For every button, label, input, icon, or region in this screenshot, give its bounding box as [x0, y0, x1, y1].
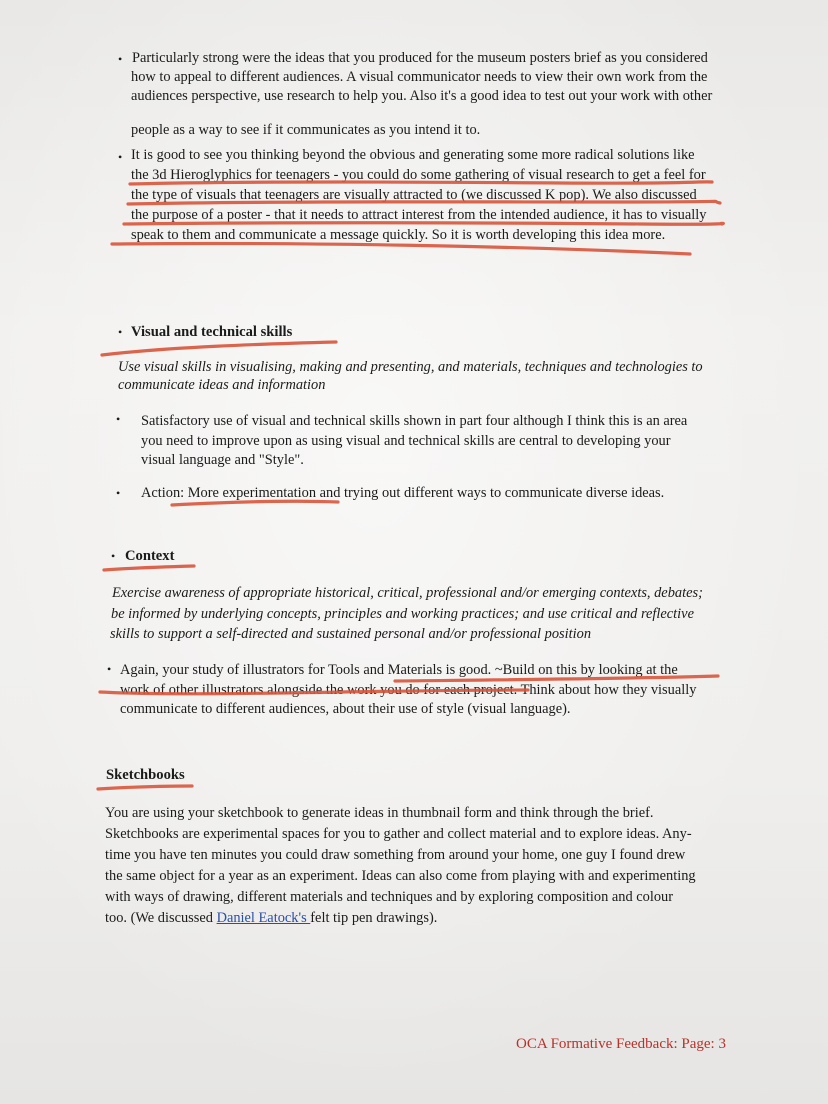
- paragraph-line-with-link: [105, 909, 437, 927]
- paragraph-line: the type of visuals that teenagers are visually attracted to (we discussed K pop). We also discussed: [131, 187, 697, 203]
- section-description-line: Use visual skills in visualising, making and presenting, and materials, techniques and technologies to: [118, 359, 703, 375]
- bullet-marker: •: [107, 662, 112, 676]
- paragraph-line: people as a way to see if it communicates as you intend it to.: [131, 122, 481, 138]
- underline-stroke: [98, 786, 192, 789]
- paragraph-line: the purpose of a poster - that it needs to attract interest from the intended audience, it has to visually: [131, 207, 707, 223]
- text-segment: felt tip pen drawings).: [310, 910, 438, 926]
- paragraph-line: speak to them and communicate a message quickly. So it is worth developing this idea more.: [131, 227, 666, 243]
- paragraph-line: Particularly strong were the ideas that you produced for the museum posters brief as you considered: [132, 50, 708, 66]
- bullet-marker: •: [118, 52, 123, 66]
- paragraph-line: with ways of drawing, different materials and techniques and by exploring composition and colour: [105, 889, 674, 905]
- paragraph-line: how to appeal to different audiences. A visual communicator needs to view their own work from the: [131, 69, 708, 85]
- section-description-line: be informed by underlying concepts, principles and working practices; and use critical and reflective: [111, 606, 694, 622]
- paragraph-line: Satisfactory use of visual and technical skills shown in part four although I think this is an area: [141, 413, 688, 429]
- paragraph-line: work of other illustrators alongside the work you do for each project. Think about how they visually: [120, 682, 697, 698]
- section-description-line: skills to support a self-directed and sustained personal and/or professional position: [110, 626, 592, 642]
- bullet-marker: •: [116, 412, 121, 426]
- text-segment: too. (We discussed: [105, 910, 217, 926]
- paragraph-line: It is good to see you thinking beyond the obvious and generating some more radical solutions like: [131, 147, 695, 163]
- section-description-line: Exercise awareness of appropriate historical, critical, professional and/or emerging contexts, debates;: [112, 585, 703, 601]
- paragraph-line: you need to improve upon as using visual and technical skills are central to developing your: [141, 433, 671, 449]
- paragraph-line: visual language and "Style".: [141, 452, 304, 468]
- section-heading-context: Context: [125, 548, 175, 564]
- bullet-marker: •: [118, 150, 123, 164]
- paragraph-line: Action: More experimentation and trying out different ways to communicate diverse ideas.: [141, 485, 665, 501]
- paragraph-line: the same object for a year as an experiment. Ideas can also come from playing with and experimenting: [105, 868, 696, 884]
- bullet-marker: •: [118, 325, 123, 339]
- bullet-marker: •: [111, 549, 116, 563]
- paragraph-line: Again, your study of illustrators for Tools and Materials is good. ~Build on this by looking at the: [120, 662, 678, 678]
- paragraph-line: communicate to different audiences, about their use of style (visual language).: [120, 701, 571, 717]
- daniel-eatock-link[interactable]: Daniel Eatock's: [216, 910, 311, 926]
- bullet-marker: •: [116, 486, 121, 500]
- underline-stroke: [104, 566, 194, 570]
- paragraph-line: audiences perspective, use research to help you. Also it's a good idea to test out your work with other: [131, 88, 713, 104]
- underline-stroke: [102, 342, 336, 355]
- underline-stroke: [112, 243, 690, 254]
- section-description-line: communicate ideas and information: [118, 377, 326, 393]
- paragraph-line: You are using your sketchbook to generate ideas in thumbnail form and think through the brief.: [105, 805, 654, 821]
- page-footer: OCA Formative Feedback: Page: 3: [516, 1036, 726, 1052]
- paragraph-line: time you have ten minutes you could draw something from around your home, one guy I found drew: [105, 847, 686, 863]
- paragraph-line: Sketchbooks are experimental spaces for you to gather and collect material and to explore ideas. Any-: [105, 826, 692, 842]
- section-heading-visual-skills: Visual and technical skills: [131, 324, 293, 340]
- paragraph-line: the 3d Hieroglyphics for teenagers - you could do some gathering of visual research to get a feel for: [131, 167, 706, 183]
- section-heading-sketchbooks: Sketchbooks: [106, 767, 185, 783]
